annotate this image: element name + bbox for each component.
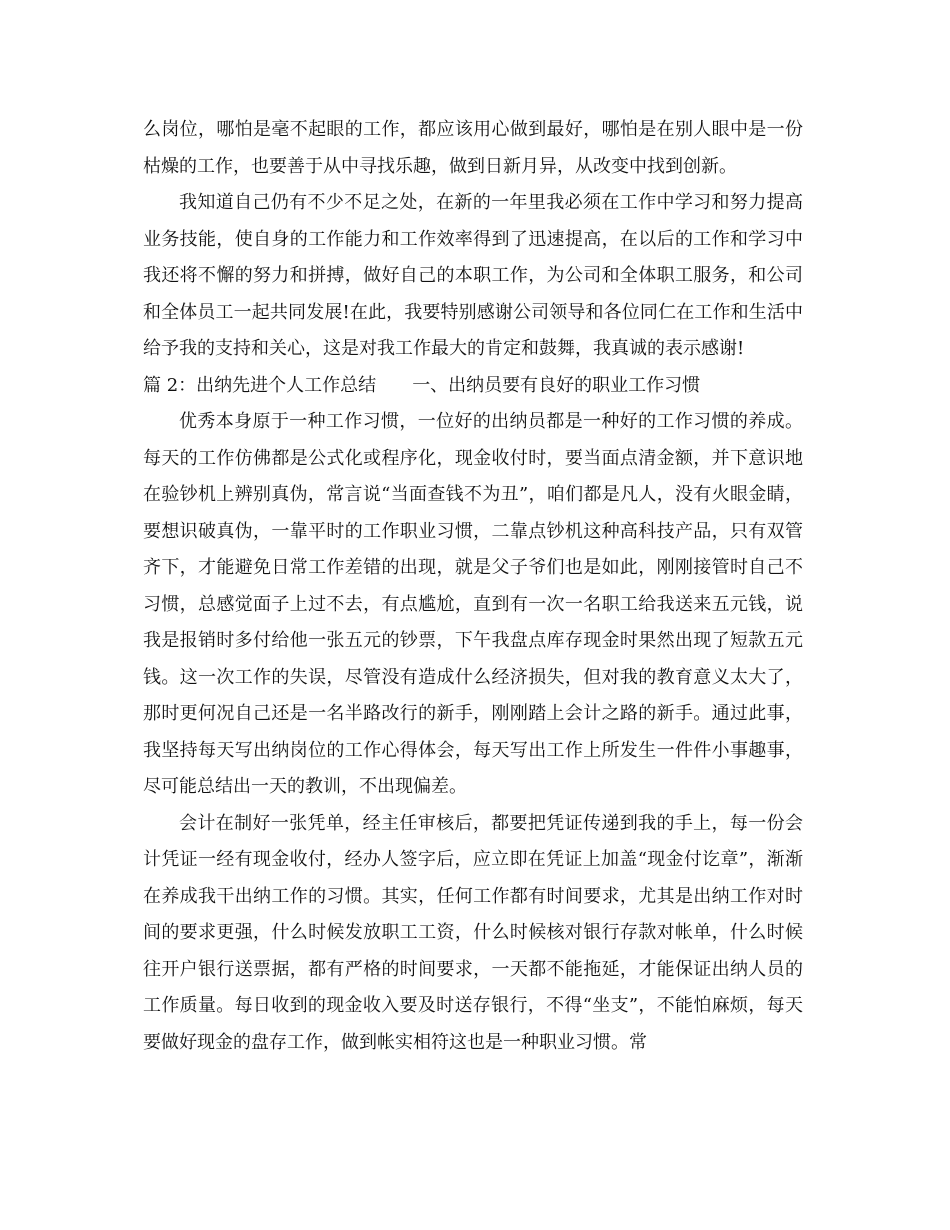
paragraph-thanks: 我知道自己仍有不少不足之处，在新的一年里我必须在工作中学习和努力提高业务技能，使自身的工作能力和工作效率得到了迅速提高，在以后的工作和学习中我还将不懈的努力和拼搏，做好自己的本职工作，为公司和全体职工服务，和公司和全体员工一起共同发展!在此，我要特别感谢公司领导和各位同仁在工作和生活中给予我的支持和关心，这是对我工作最大的肯定和鼓舞，我真诚的表示感谢! — [143, 192, 803, 359]
section-title: 篇 2：出纳先进个人工作总结 — [143, 374, 377, 396]
paragraph-continued: 么岗位，哪怕是毫不起眼的工作，都应该用心做到最好，哪怕是在别人眼中是一份枯燥的工作，也要善于从中寻找乐趣，做到日新月异，从改变中找到创新。 — [143, 119, 803, 177]
paragraph-habits: 优秀本身原于一种工作习惯，一位好的出纳员都是一种好的工作习惯的养成。每天的工作仿佛都是公式化或程序化，现金收付时，要当面点清金额，并下意识地在验钞机上辨别真伪，常言说“当面查钱不为丑”，咱们都是凡人，没有火眼金睛，要想识破真伪，一靠平时的工作职业习惯，二靠点钞机这种高科技产品，只有双管齐下，才能避免日常工作差错的出现，就是父子爷们也是如此，刚刚接管时自己不习惯，总感觉面子上过不去，有点尴尬，直到有一次一名职工给我送来五元钱，说我是报销时多付给他一张五元的钞票，下午我盘点库存现金时果然出现了短款五元钱。这一次工作的失误，尽管没有造成什么经济损失，但对我的教育意义太大了，那时更何况自己还是一名半路改行的新手，刚刚踏上会计之路的新手。通过此事，我坚持每天写出纳岗位的工作心得体会，每天写出工作上所发生一件件小事趣事，尽可能总结出一天的教训，不出现偏差。 — [143, 411, 803, 797]
section-subtitle: 一、出纳员要有良好的职业工作习惯 — [412, 374, 701, 396]
section-heading — [143, 368, 803, 405]
paragraph-vouchers: 会计在制好一张凭单，经主任审核后，都要把凭证传递到我的手上，每一份会计凭证一经有现金收付，经办人签字后，应立即在凭证上加盖“现金付讫章”，渐渐在养成我干出纳工作的习惯。其实，任何工作都有时间要求，尤其是出纳工作对时间的要求更强，什么时候发放职工工资，什么时候核对银行存款对帐单，什么时候往开户银行送票据，都有严格的时间要求，一天都不能拖延，才能保证出纳人员的工作质量。每日收到的现金收入要及时送存银行，不得“坐支”，不能怕麻烦，每天要做好现金的盘存工作，做到帐实相符这也是一种职业习惯。常 — [143, 812, 803, 1053]
document-page — [143, 112, 803, 1061]
